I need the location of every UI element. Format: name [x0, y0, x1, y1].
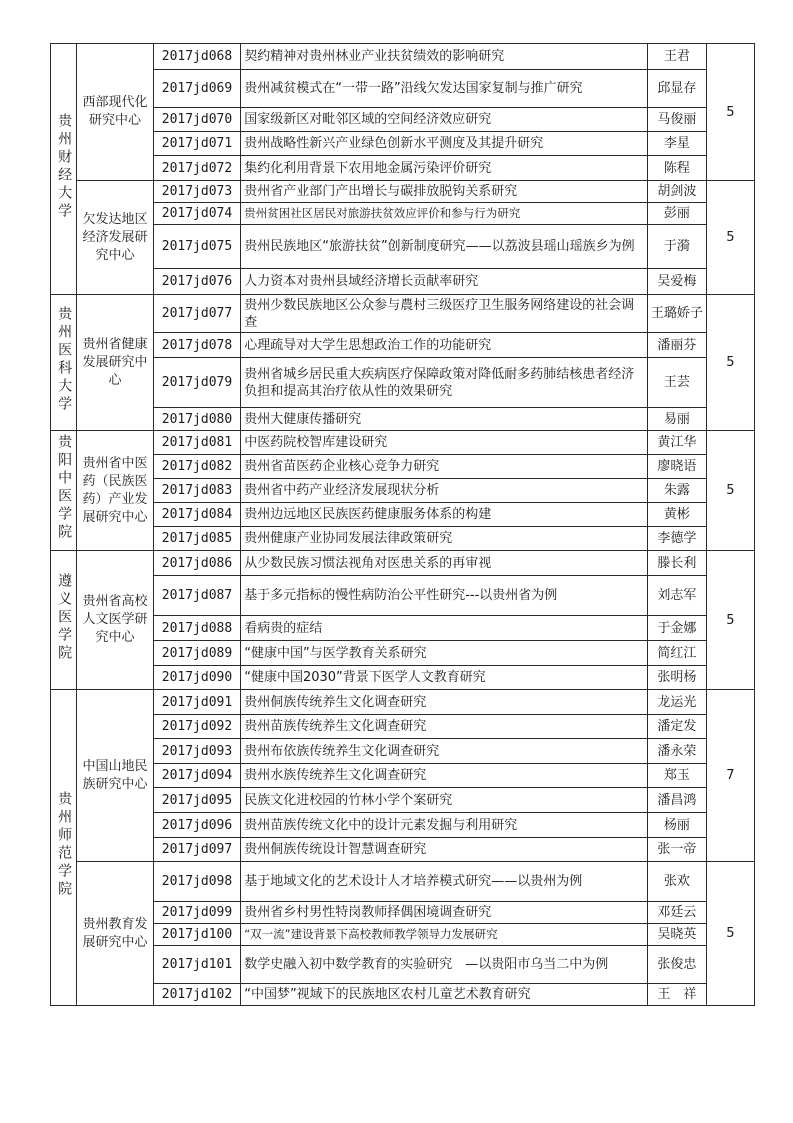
table-row — [51, 269, 755, 295]
project-title-text: 贵州大健康传播研究 — [244, 411, 362, 427]
project-leader: 王璐娇子 — [647, 295, 706, 333]
project-title-text: 从少数民族习惯法视角对医患关系的再审视 — [244, 555, 492, 571]
table-row — [51, 902, 755, 924]
project-leader: 张一帝 — [647, 838, 706, 862]
table-row — [51, 862, 755, 902]
project-count: 7 — [706, 690, 754, 862]
table-row — [51, 715, 755, 739]
project-code: 2017jd074 — [153, 203, 240, 225]
table-row — [51, 358, 755, 408]
project-code: 2017jd081 — [153, 431, 240, 455]
table-row — [51, 551, 755, 576]
project-title — [241, 527, 648, 551]
project-code: 2017jd080 — [153, 408, 240, 431]
table-row — [51, 295, 755, 333]
project-title-text: 贵州减贫模式在“一带一路”沿线欠发达国家复制与推广研究 — [244, 81, 583, 96]
table-row — [51, 408, 755, 431]
project-code: 2017jd079 — [153, 358, 240, 408]
project-title — [241, 156, 648, 181]
project-leader: 潘丽芬 — [647, 333, 706, 358]
project-leader: 黄江华 — [647, 431, 706, 455]
project-title — [241, 333, 648, 358]
project-title-text: 贵州苗族传统文化中的设计元素发掘与利用研究 — [244, 817, 518, 833]
university-cell — [51, 295, 77, 431]
research-center-name: 贵州省高校人文医学研究中心 — [82, 594, 148, 645]
project-title-text: 基于地域文化的艺术设计人才培养模式研究——以贵州为例 — [244, 874, 583, 889]
project-title — [241, 108, 648, 132]
project-count: 5 — [706, 44, 754, 181]
project-leader: 潘定发 — [647, 715, 706, 739]
project-leader: 于金娜 — [647, 616, 706, 641]
project-title — [241, 358, 648, 408]
table-row — [51, 44, 755, 70]
table-row — [51, 788, 755, 813]
project-title — [241, 946, 648, 984]
table-row — [51, 132, 755, 156]
project-title — [241, 408, 648, 431]
project-title — [241, 641, 648, 666]
project-leader: 潘昌鸿 — [647, 788, 706, 813]
project-title-text: 心理疏导对大学生思想政治工作的功能研究 — [244, 337, 492, 353]
project-leader: 朱露 — [647, 479, 706, 503]
project-title-text: 国家级新区对毗邻区域的空间经济效应研究 — [244, 112, 492, 127]
project-leader: 杨丽 — [647, 813, 706, 838]
project-code: 2017jd088 — [153, 616, 240, 641]
project-title-text: “中国梦”视域下的民族地区农村儿童艺术教育研究 — [244, 987, 531, 1002]
project-leader: 李德学 — [647, 527, 706, 551]
project-title-text: 数学史融入初中数学教育的实验研究 —以贵阳市乌当二中为例 — [244, 957, 609, 972]
project-title — [241, 690, 648, 715]
university-cell — [51, 44, 77, 295]
table-row — [51, 108, 755, 132]
project-title — [241, 813, 648, 838]
project-title — [241, 616, 648, 641]
project-code: 2017jd089 — [153, 641, 240, 666]
project-code: 2017jd093 — [153, 739, 240, 764]
project-code: 2017jd100 — [153, 924, 240, 946]
project-title — [241, 431, 648, 455]
table-row — [51, 455, 755, 479]
university-cell — [51, 431, 77, 551]
project-table — [50, 43, 755, 1006]
project-leader: 易丽 — [647, 408, 706, 431]
project-code: 2017jd090 — [153, 666, 240, 690]
project-title — [241, 70, 648, 108]
research-center-name: 贵州教育发展研究中心 — [82, 916, 148, 950]
project-code: 2017jd083 — [153, 479, 240, 503]
table-row — [51, 156, 755, 181]
research-center-name: 欠发达地区经济发展研究中心 — [82, 211, 148, 263]
table-row — [51, 203, 755, 225]
project-title-text: 贵州省城乡居民重大疾病医疗保障政策对降低耐多药肺结核患者经济负担和提高其治疗依从性的效果研究 — [244, 366, 635, 399]
project-code: 2017jd092 — [153, 715, 240, 739]
project-title — [241, 44, 648, 70]
project-leader: 王君 — [647, 44, 706, 70]
research-center-name: 西部现代化研究中心 — [82, 95, 148, 128]
project-title-text: 贵州布依族传统养生文化调查研究 — [244, 743, 440, 759]
project-leader: 简红江 — [647, 641, 706, 666]
project-title — [241, 225, 648, 269]
project-leader: 刘志军 — [647, 576, 706, 616]
table-row — [51, 641, 755, 666]
project-title-text: 贵州贫困社区居民对旅游扶贫效应评价和参与行为研究 — [244, 206, 521, 220]
project-leader: 张俊忠 — [647, 946, 706, 984]
project-leader: 廖晓语 — [647, 455, 706, 479]
project-code: 2017jd073 — [153, 181, 240, 203]
project-title-text: 契约精神对贵州林业产业扶贫绩效的影响研究 — [244, 49, 505, 64]
project-count: 5 — [706, 431, 754, 551]
project-code: 2017jd075 — [153, 225, 240, 269]
project-leader: 于漪 — [647, 225, 706, 269]
project-title — [241, 269, 648, 295]
table-row — [51, 333, 755, 358]
project-leader: 邱显存 — [647, 70, 706, 108]
project-title-text: 基于多元指标的慢性病防治公平性研究---以贵州省为例 — [244, 588, 558, 603]
table-row — [51, 690, 755, 715]
project-title-text: 看病贵的症结 — [244, 620, 323, 636]
project-title-text: 贵州省乡村男性特岗教师择偶困境调查研究 — [244, 905, 492, 920]
project-table-body — [51, 44, 755, 1006]
project-code: 2017jd097 — [153, 838, 240, 862]
table-row — [51, 527, 755, 551]
table-row — [51, 764, 755, 788]
project-leader: 陈程 — [647, 156, 706, 181]
project-code: 2017jd076 — [153, 269, 240, 295]
project-code: 2017jd077 — [153, 295, 240, 333]
project-title-text: 中医药院校智库建设研究 — [244, 435, 388, 450]
table-row — [51, 479, 755, 503]
project-code: 2017jd085 — [153, 527, 240, 551]
project-title — [241, 788, 648, 813]
table-row — [51, 181, 755, 203]
project-title-text: 人力资本对贵州县域经济增长贡献率研究 — [244, 274, 479, 289]
project-code: 2017jd084 — [153, 503, 240, 527]
project-code: 2017jd099 — [153, 902, 240, 924]
project-title — [241, 479, 648, 503]
table-row — [51, 431, 755, 455]
research-center-name: 贵州省中医药（民族医药）产业发展研究中心 — [82, 455, 148, 525]
project-leader: 王 祥 — [647, 984, 706, 1006]
project-code: 2017jd072 — [153, 156, 240, 181]
project-title-text: 贵州侗族传统养生文化调查研究 — [244, 694, 427, 710]
project-title — [241, 739, 648, 764]
project-title — [241, 715, 648, 739]
project-leader: 郑玉 — [647, 764, 706, 788]
project-title-text: “健康中国2030”背景下医学人文教育研究 — [244, 670, 486, 685]
project-title-text: 贵州省中药产业经济发展现状分析 — [244, 483, 440, 498]
project-leader: 李星 — [647, 132, 706, 156]
project-title — [241, 132, 648, 156]
research-center-cell — [77, 295, 154, 431]
project-leader: 黄彬 — [647, 503, 706, 527]
project-title-text: 贵州省苗医药企业核心竞争力研究 — [244, 459, 440, 474]
project-title — [241, 295, 648, 333]
project-count: 5 — [706, 862, 754, 1006]
project-code: 2017jd102 — [153, 984, 240, 1006]
project-title — [241, 551, 648, 576]
university-name: 贵阳中医学院 — [56, 434, 73, 542]
project-leader: 胡剑波 — [647, 181, 706, 203]
university-cell — [51, 690, 77, 1006]
university-cell — [51, 551, 77, 690]
project-title-text: 贵州水族传统养生文化调查研究 — [244, 768, 427, 783]
project-title — [241, 838, 648, 862]
project-title-text: 民族文化进校园的竹林小学个案研究 — [244, 792, 453, 808]
table-row — [51, 70, 755, 108]
project-code: 2017jd082 — [153, 455, 240, 479]
project-code: 2017jd098 — [153, 862, 240, 902]
university-name: 遵义医学院 — [56, 572, 73, 663]
project-title — [241, 862, 648, 902]
project-title-text: 贵州侗族传统设计智慧调查研究 — [244, 842, 427, 857]
project-code: 2017jd068 — [153, 44, 240, 70]
project-code: 2017jd069 — [153, 70, 240, 108]
project-title — [241, 764, 648, 788]
project-leader: 滕长利 — [647, 551, 706, 576]
project-count: 5 — [706, 181, 754, 295]
research-center-cell — [77, 181, 154, 295]
table-row — [51, 666, 755, 690]
project-count: 5 — [706, 551, 754, 690]
table-row — [51, 739, 755, 764]
project-leader: 龙运光 — [647, 690, 706, 715]
project-title-text: 集约化利用背景下农用地金属污染评价研究 — [244, 160, 492, 176]
project-title — [241, 203, 648, 225]
project-title — [241, 924, 648, 946]
project-title — [241, 984, 648, 1006]
university-name: 贵州师范学院 — [56, 791, 73, 899]
project-title-text: 贵州健康产业协同发展法律政策研究 — [244, 531, 453, 546]
project-leader: 潘永荣 — [647, 739, 706, 764]
table-row — [51, 616, 755, 641]
project-code: 2017jd096 — [153, 813, 240, 838]
research-center-cell — [77, 551, 154, 690]
project-leader: 吴爱梅 — [647, 269, 706, 295]
university-name: 贵州医科大学 — [56, 306, 73, 414]
project-title-text: “健康中国”与医学教育关系研究 — [244, 645, 427, 661]
research-center-name: 贵州省健康发展研究中心 — [82, 336, 148, 388]
table-row — [51, 984, 755, 1006]
research-center-name: 中国山地民族研究中心 — [82, 758, 148, 792]
table-row — [51, 838, 755, 862]
table-row — [51, 924, 755, 946]
project-code: 2017jd101 — [153, 946, 240, 984]
project-title-text: 贵州苗族传统养生文化调查研究 — [244, 719, 427, 734]
project-code: 2017jd094 — [153, 764, 240, 788]
research-center-cell — [77, 44, 154, 181]
project-code: 2017jd095 — [153, 788, 240, 813]
table-row — [51, 813, 755, 838]
project-code: 2017jd091 — [153, 690, 240, 715]
project-code: 2017jd087 — [153, 576, 240, 616]
table-row — [51, 576, 755, 616]
research-center-cell — [77, 431, 154, 551]
project-title-text: 贵州战略性新兴产业绿色创新水平测度及其提升研究 — [244, 136, 544, 151]
project-title-text: 贵州少数民族地区公众参与農村三级医疗卫生服务网络建设的社会调查 — [244, 297, 635, 330]
project-title — [241, 455, 648, 479]
project-leader: 张明杨 — [647, 666, 706, 690]
project-leader: 邓廷云 — [647, 902, 706, 924]
project-code: 2017jd086 — [153, 551, 240, 576]
project-code: 2017jd070 — [153, 108, 240, 132]
table-row — [51, 225, 755, 269]
project-leader: 马俊丽 — [647, 108, 706, 132]
project-code: 2017jd071 — [153, 132, 240, 156]
project-title — [241, 902, 648, 924]
project-title — [241, 503, 648, 527]
university-name: 贵州财经大学 — [56, 112, 73, 221]
project-title — [241, 181, 648, 203]
project-leader: 彭丽 — [647, 203, 706, 225]
project-count: 5 — [706, 295, 754, 431]
project-leader: 张欢 — [647, 862, 706, 902]
project-title-text: 贵州省产业部门产出增长与碳排放脱钩关系研究 — [244, 184, 518, 199]
project-title-text: 贵州民族地区“旅游扶贫”创新制度研究——以荔波县瑶山瑶族乡为例 — [244, 239, 635, 254]
research-center-cell — [77, 862, 154, 1006]
project-title — [241, 576, 648, 616]
project-leader: 吴晓英 — [647, 924, 706, 946]
project-title-text: “双一流”建设背景下高校教师教学领导力发展研究 — [244, 927, 498, 941]
project-code: 2017jd078 — [153, 333, 240, 358]
table-row — [51, 946, 755, 984]
project-leader: 王芸 — [647, 358, 706, 408]
project-title-text: 贵州边远地区民族医药健康服务体系的构建 — [244, 507, 492, 522]
table-row — [51, 503, 755, 527]
research-center-cell — [77, 690, 154, 862]
project-title — [241, 666, 648, 690]
